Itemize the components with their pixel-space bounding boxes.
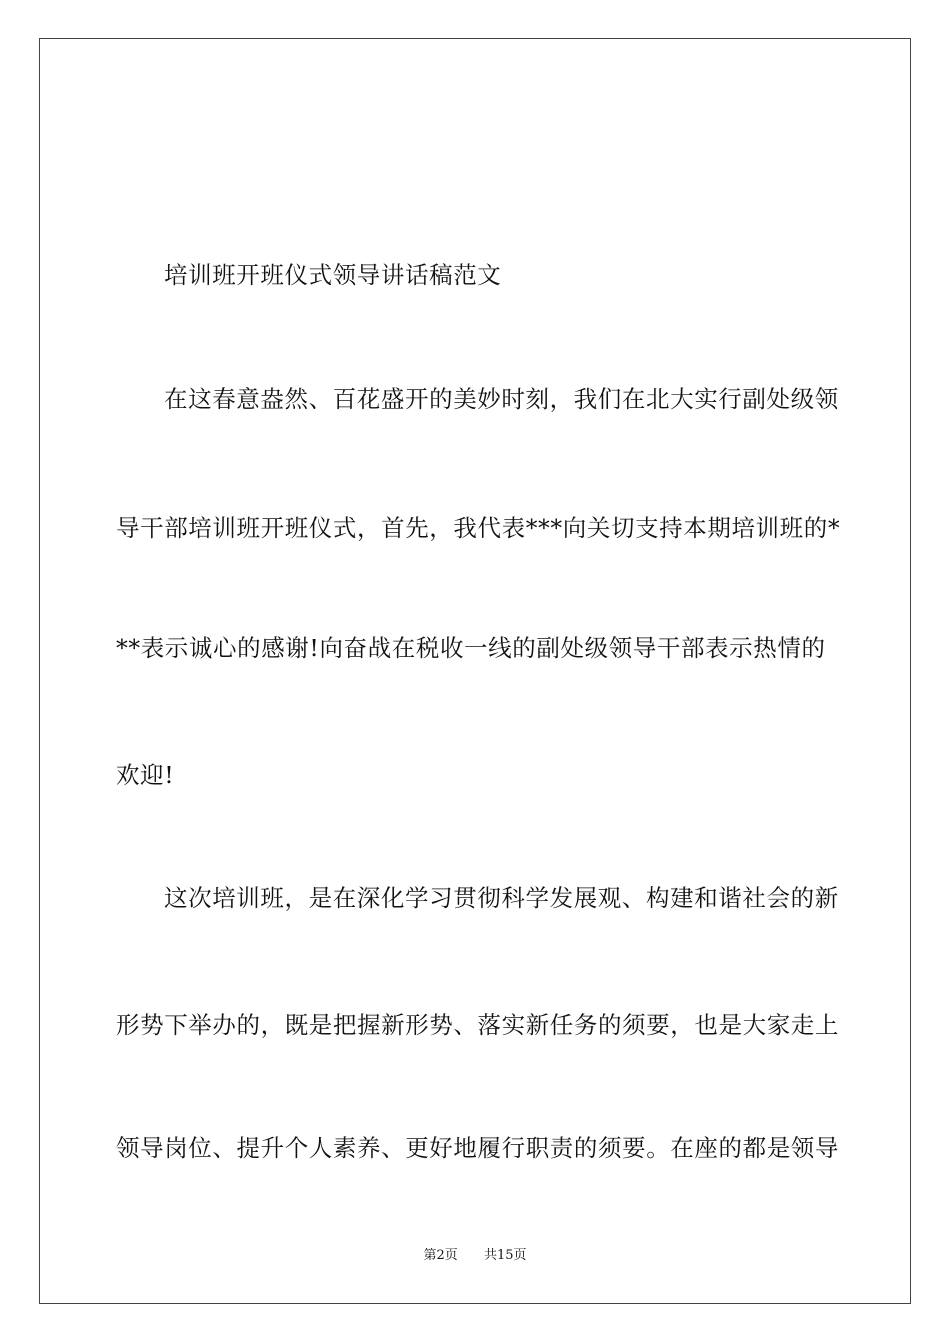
page-border (39, 38, 911, 1304)
paragraph-1-line-2: 导干部培训班开班仪式，首先，我代表***向关切支持本期培训班的* (116, 514, 841, 542)
paragraph-2-line-2: 形势下举办的，既是把握新形势、落实新任务的须要，也是大家走上 (116, 1011, 839, 1039)
page-number: 第2页 (423, 1248, 458, 1263)
document-title: 培训班开班仪式领导讲话稿范文 (164, 261, 502, 289)
paragraph-2-line-3: 领导岗位、提升个人素养、更好地履行职责的须要。在座的都是领导 (116, 1134, 839, 1162)
page-total: 共15页 (484, 1248, 527, 1263)
paragraph-1-line-1: 在这春意盎然、百花盛开的美妙时刻，我们在北大实行副处级领 (164, 385, 839, 413)
paragraph-1-line-4: 欢迎! (116, 761, 175, 789)
paragraph-2-line-1: 这次培训班，是在深化学习贯彻科学发展观、构建和谐社会的新 (164, 884, 839, 912)
page-footer (0, 1248, 950, 1264)
paragraph-1-line-3: **表示诚心的感谢!向奋战在税收一线的副处级领导干部表示热情的 (116, 634, 826, 662)
